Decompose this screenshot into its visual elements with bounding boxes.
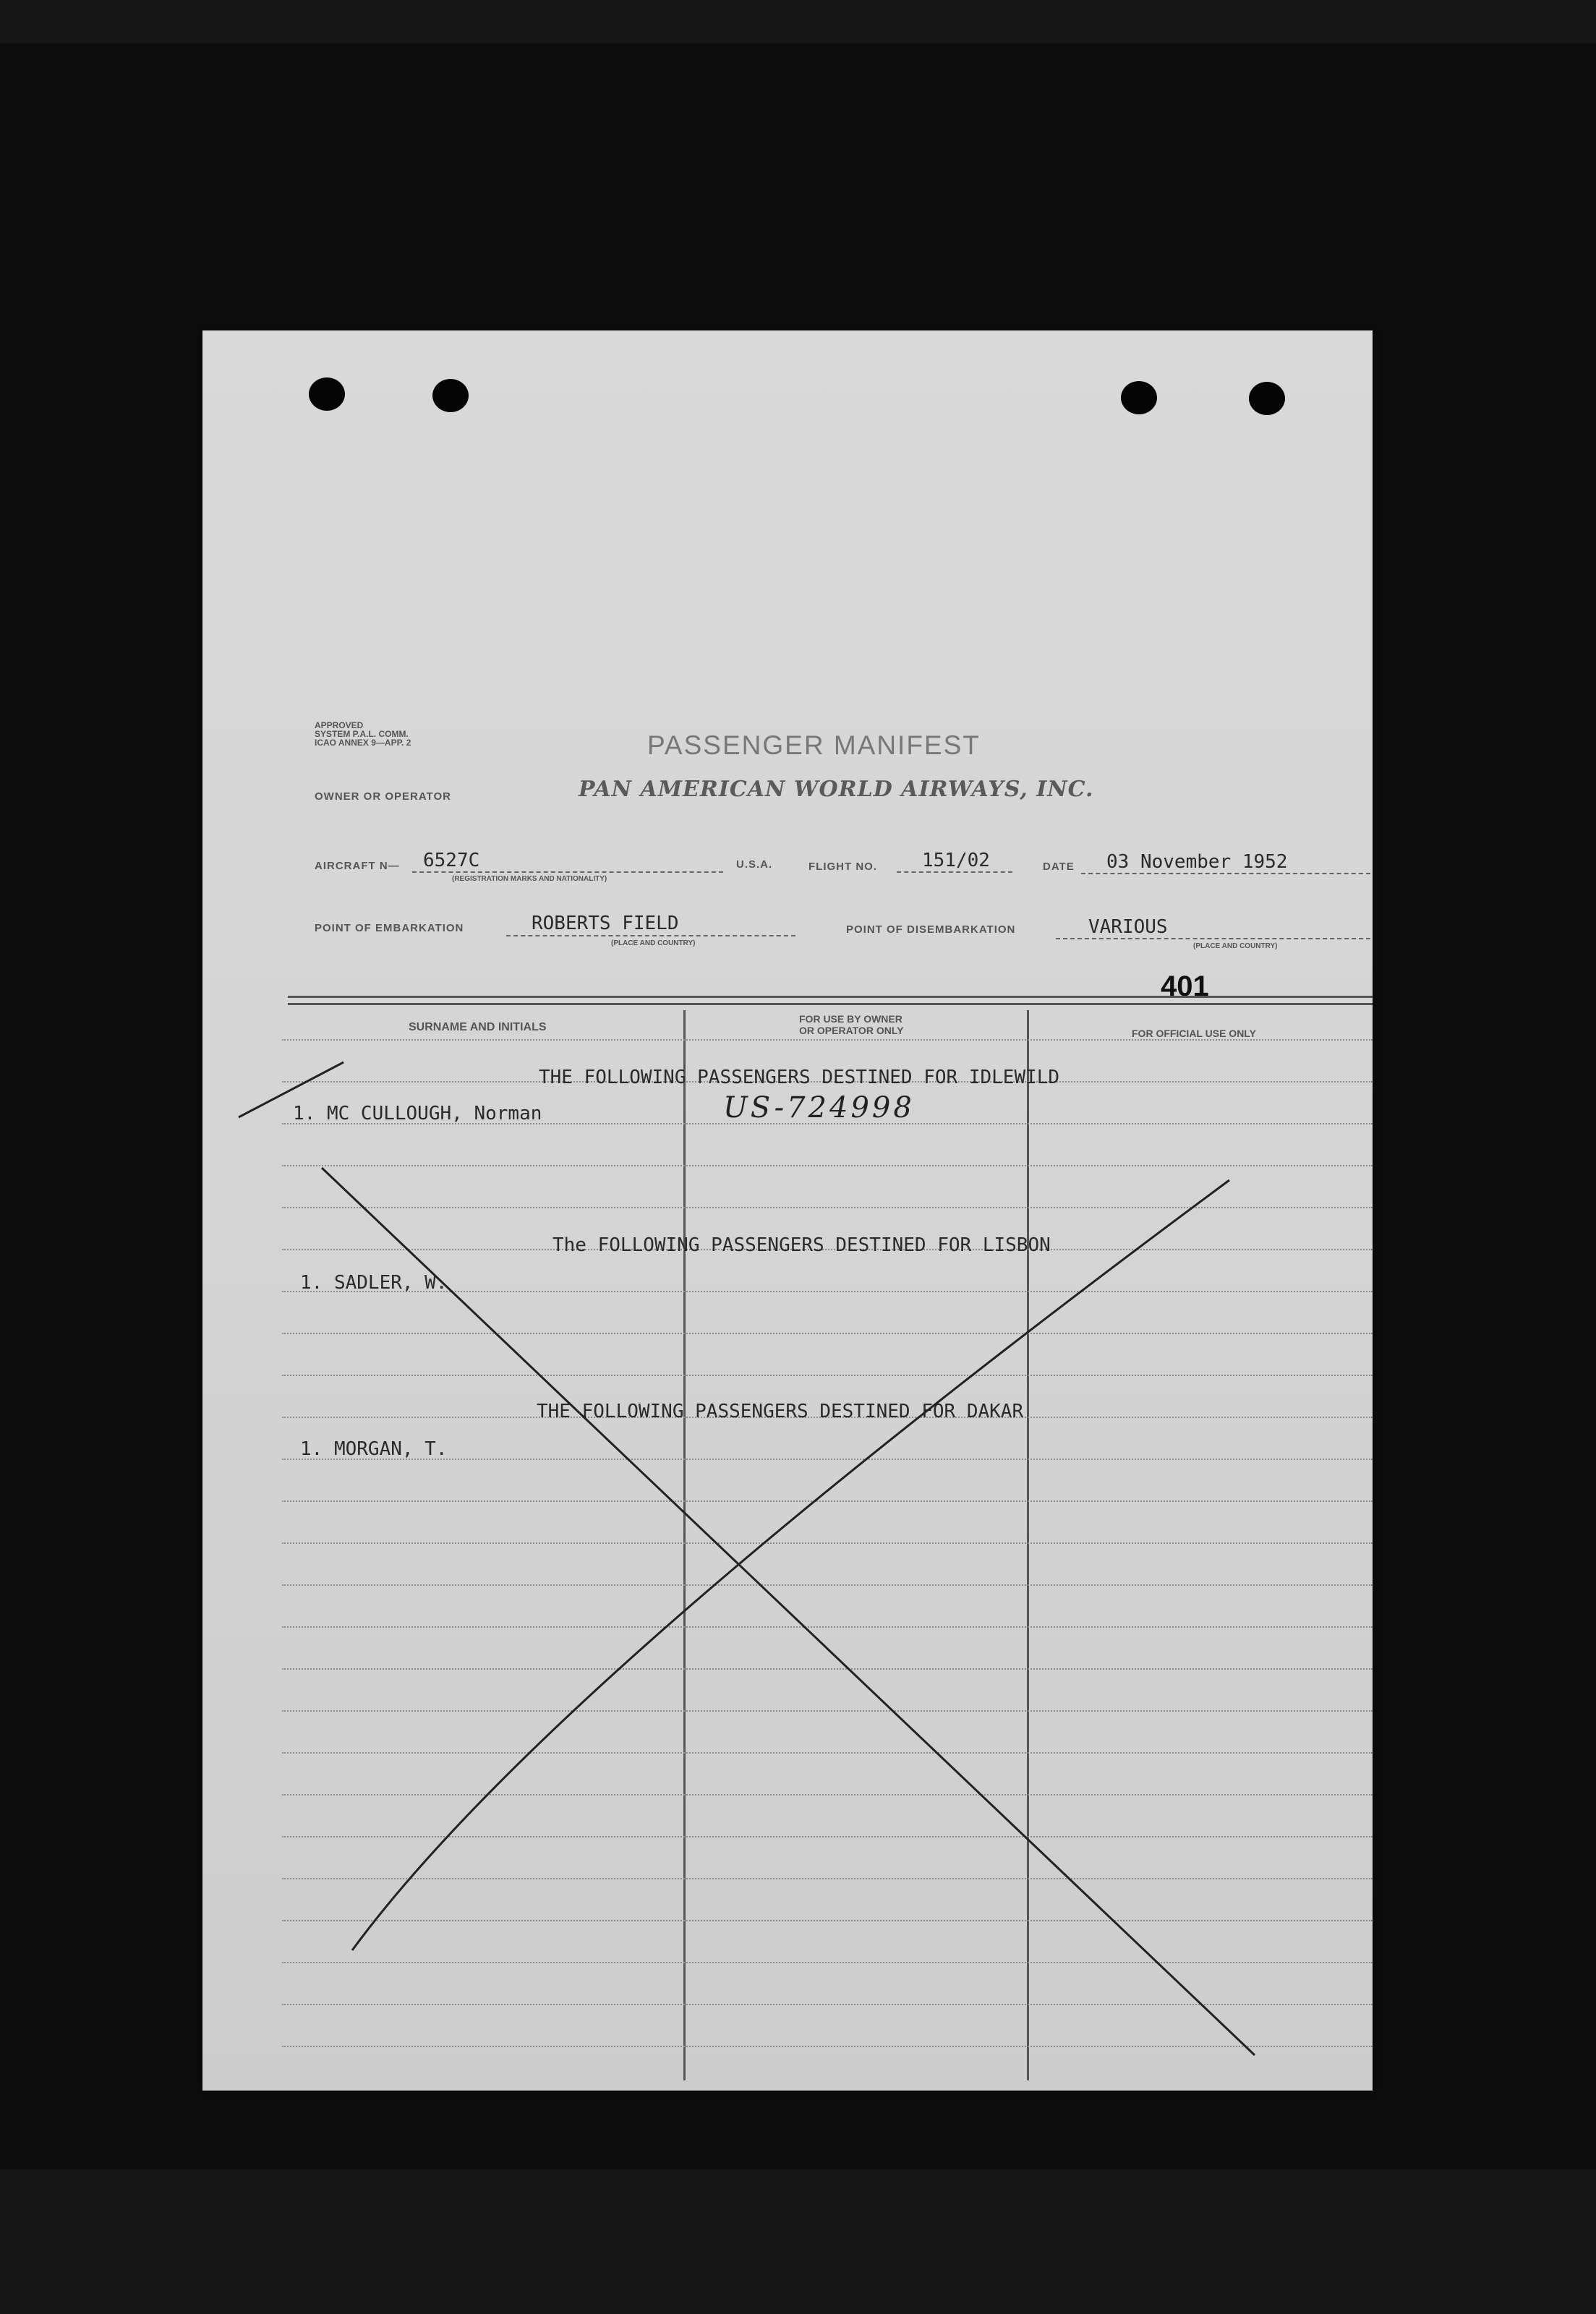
aircraft-value: 6527C: [423, 850, 480, 871]
page-title: PASSENGER MANIFEST: [647, 730, 981, 760]
section-heading-lisbon: The FOLLOWING PASSENGERS DESTINED FOR LISBON: [552, 1234, 1051, 1256]
cancel-stroke: [322, 1168, 1255, 2055]
flight-label: FLIGHT NO.: [808, 861, 877, 873]
passenger-entry: 1. MORGAN, T.: [300, 1438, 448, 1460]
embark-caption: (PLACE AND COUNTRY): [611, 939, 696, 947]
scanner-backdrop-top: [0, 0, 1596, 43]
aircraft-label: AIRCRAFT N—: [315, 860, 400, 872]
manifest-sheet: [202, 330, 1373, 2091]
handwritten-note: US-724998: [723, 1091, 915, 1124]
cancel-stroke: [352, 1180, 1229, 1950]
flight-value: 151/02: [922, 850, 990, 871]
document-number: 401: [1161, 970, 1209, 1002]
section-heading-idlewild: THE FOLLOWING PASSENGERS DESTINED FOR IDLEWILD: [539, 1067, 1060, 1088]
date-value: 03 November 1952: [1106, 851, 1288, 873]
owner-label: OWNER OR OPERATOR: [315, 790, 451, 803]
disembark-label: POINT OF DISEMBARKATION: [846, 923, 1016, 936]
column-surname: SURNAME AND INITIALS: [409, 1021, 547, 1033]
embark-label: POINT OF EMBARKATION: [315, 922, 464, 934]
approval-line: SYSTEM P.A.L. COMM.: [315, 729, 409, 739]
embark-value: ROBERTS FIELD: [532, 913, 679, 934]
column-owner-use-1: FOR USE BY OWNER: [799, 1013, 902, 1025]
approval-line: APPROVED: [315, 720, 364, 730]
column-owner-use-2: OR OPERATOR ONLY: [799, 1025, 904, 1036]
usa-label: U.S.A.: [736, 858, 773, 871]
company-name: PAN AMERICAN WORLD AIRWAYS, INC.: [579, 777, 1094, 802]
disembark-value: VARIOUS: [1088, 916, 1168, 938]
approval-line: ICAO ANNEX 9—APP. 2: [315, 738, 411, 748]
passenger-entry: 1. MC CULLOUGH, Norman: [293, 1103, 542, 1124]
disembark-caption: (PLACE AND COUNTRY): [1193, 942, 1278, 950]
pen-marks: [202, 330, 1373, 2091]
aircraft-caption: (REGISTRATION MARKS AND NATIONALITY): [452, 875, 607, 883]
section-heading-dakar: THE FOLLOWING PASSENGERS DESTINED FOR DAKAR: [537, 1401, 1024, 1422]
check-mark: [239, 1062, 343, 1117]
date-label: DATE: [1043, 861, 1075, 873]
scanner-backdrop-bottom: [0, 2169, 1596, 2314]
column-official: FOR OFFICIAL USE ONLY: [1132, 1028, 1256, 1039]
passenger-entry: 1. SADLER, W.: [300, 1272, 448, 1294]
